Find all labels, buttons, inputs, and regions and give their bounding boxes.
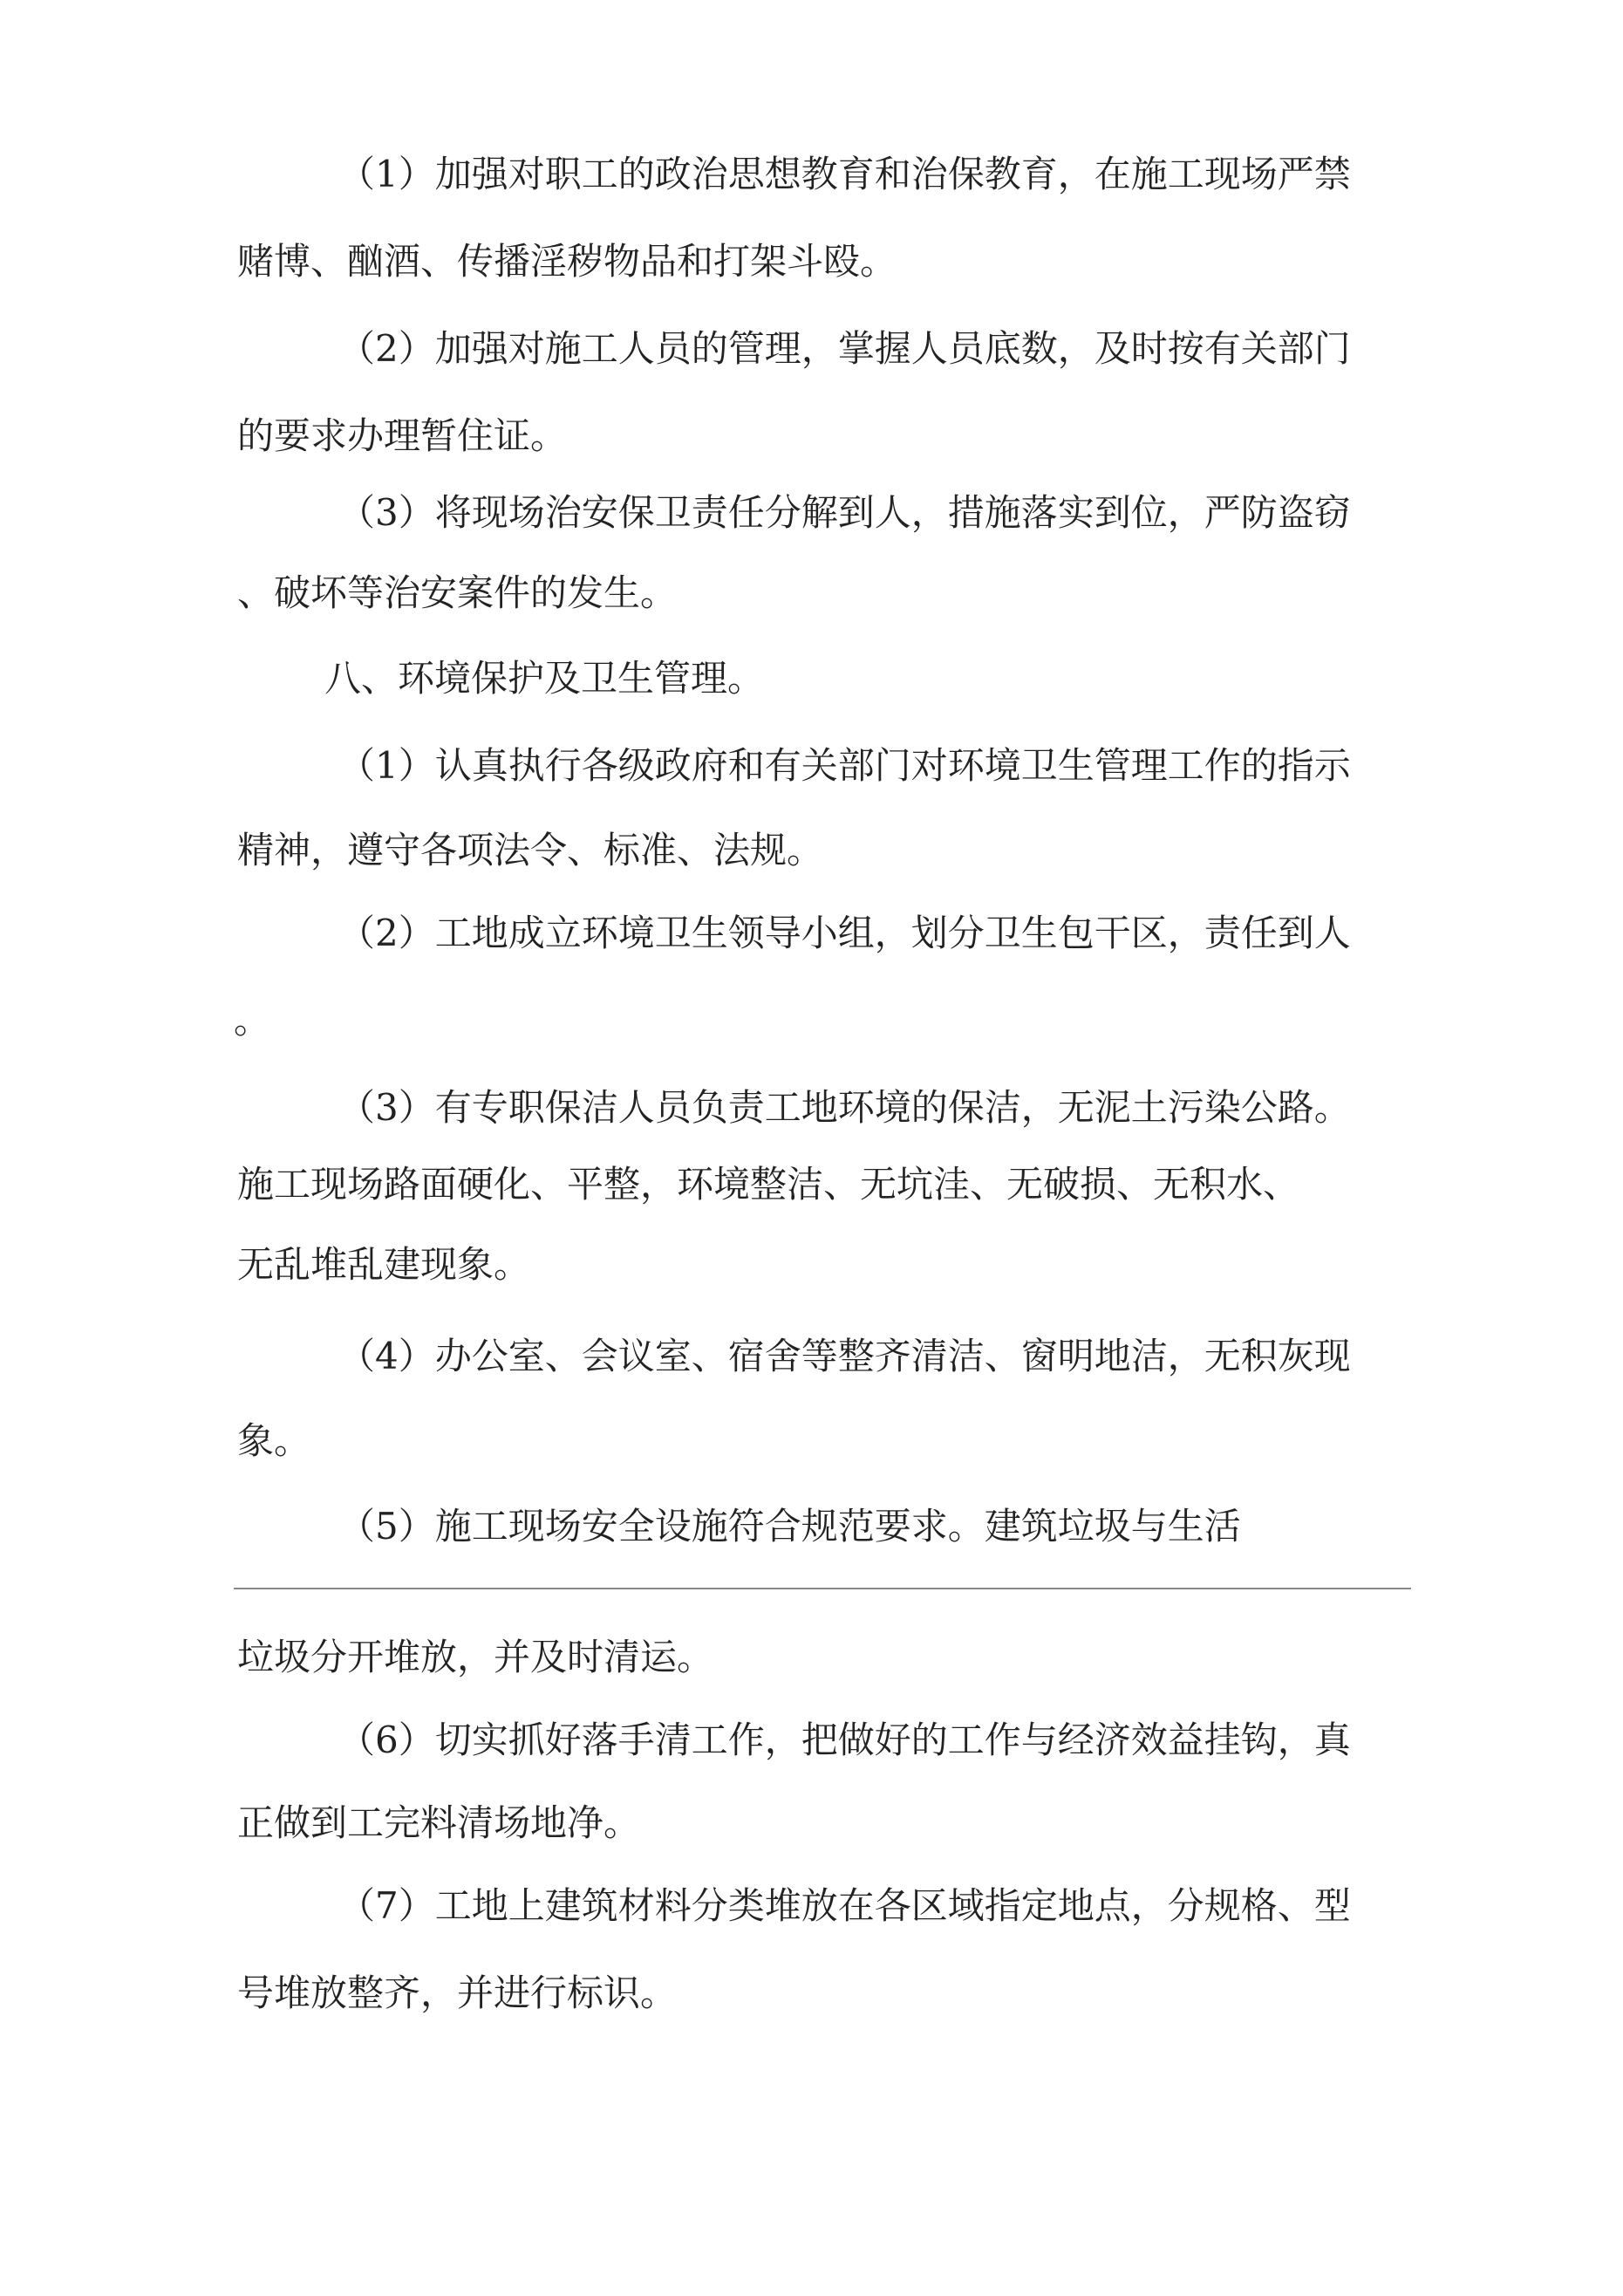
- paragraph-line: 无乱堆乱建现象。: [237, 1243, 531, 1286]
- paragraph-line: 号堆放整齐，并进行标识。: [237, 1971, 678, 2014]
- paragraph-line: （7）工地上建筑材料分类堆放在各区域指定地点，分规格、型: [338, 1884, 1351, 1927]
- page-divider: [234, 1588, 1411, 1589]
- paragraph-line: 垃圾分开堆放，并及时清运。: [237, 1636, 714, 1678]
- paragraph-line: （2）工地成立环境卫生领导小组，划分卫生包干区，责任到人: [338, 912, 1351, 954]
- paragraph-line: （1）认真执行各级政府和有关部门对环境卫生管理工作的指示: [338, 744, 1351, 787]
- paragraph-line: 。: [234, 999, 271, 1042]
- paragraph-line: 施工现场路面硬化、平整，环境整洁、无坑洼、无破损、无积水、: [237, 1163, 1300, 1206]
- paragraph-line: 正做到工完料清场地净。: [237, 1801, 641, 1844]
- paragraph-line: 的要求办理暂住证。: [237, 414, 568, 457]
- paragraph-line: （2）加强对施工人员的管理，掌握人员底数，及时按有关部门: [338, 327, 1351, 370]
- paragraph-line: （3）将现场治安保卫责任分解到人，措施落实到位，严防盗窃: [338, 491, 1351, 534]
- paragraph-line: （6）切实抓好落手清工作，把做好的工作与经济效益挂钩，真: [338, 1719, 1351, 1761]
- paragraph-line: 象。: [237, 1419, 311, 1462]
- paragraph-line: 、破坏等治安案件的发生。: [237, 571, 678, 614]
- paragraph-line: （4）办公室、会议室、宿舍等整齐清洁、窗明地洁，无积灰现: [338, 1335, 1351, 1377]
- paragraph-line: （1）加强对职工的政治思想教育和治保教育，在施工现场严禁: [338, 153, 1351, 195]
- section-heading: 八、环境保护及卫生管理。: [324, 657, 765, 700]
- paragraph-line: 精神，遵守各项法令、标准、法规。: [237, 829, 824, 871]
- paragraph-line: （3）有专职保洁人员负责工地环境的保洁，无泥土污染公路。: [338, 1086, 1351, 1129]
- paragraph-line: （5）施工现场安全设施符合规范要求。建筑垃圾与生活: [338, 1505, 1241, 1548]
- paragraph-line: 赌博、酗酒、传播淫秽物品和打架斗殴。: [237, 240, 897, 283]
